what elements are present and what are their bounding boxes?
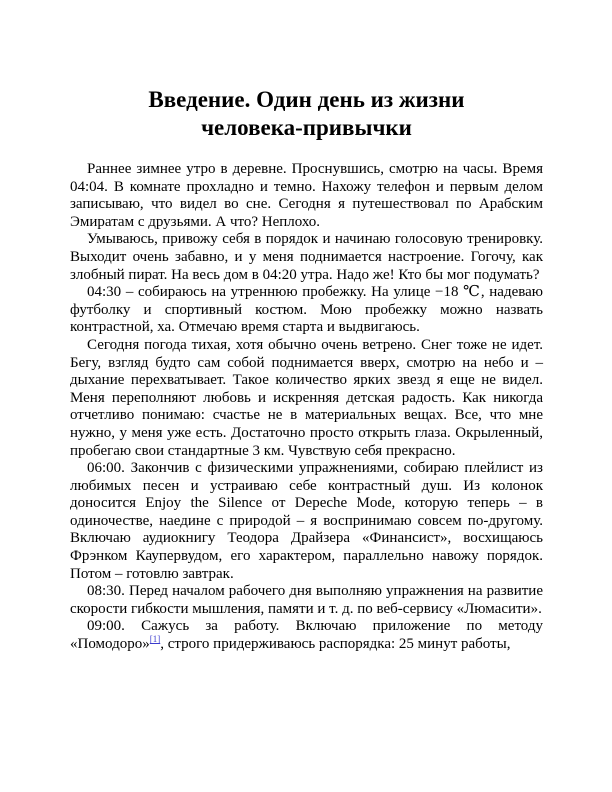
paragraph-run-experience: Сегодня погода тихая, хотя обычно очень ветрено. Снег тоже не идет. Бегу, взгляд будто сам собой поднимается вверх, смотрю на небо и – дыхание перехватывает. Такое количество ярких звезд я еще не видел. Меня переполняют любовь и искренняя детская радость. Как никогда отчетливо понимаю: счастье не в материальных вещах. Все, что мне нужно, у меня уже есть. Достаточно просто открыть глаза. Окрыленный, пробегаю свои стандартные 3 км. Чувствую себя прекрасно. (70, 336, 543, 459)
footnote-superscript (150, 634, 161, 644)
paragraph-brain-exercises: 08:30. Перед началом рабочего дня выполняю упражнения на развитие скорости гибкости мышления, памяти и т. д. по веб-сервису «Люмасити». (70, 583, 543, 617)
paragraph-shower-music: 06:00. Закончив с физическими упражнениями, собираю плейлист из любимых песен и устраиваю себе контрастный душ. Из колонок доносится Enjoy the Silence от Depeche Mode, которую теперь – в одиночестве, наедине с природой – я воспринимаю совсем по-другому. Включаю аудиокнигу Теодора Драйзера «Финансист», восхищаюсь Фрэнком Каупервудом, его характером, параллельно навожу порядок. Потом – готовлю завтрак. (70, 460, 543, 582)
chapter-title (70, 86, 543, 142)
chapter-title-line-2: человека-привычки (201, 115, 412, 140)
page-content (70, 0, 543, 654)
paragraph-voice-training: Умываюсь, привожу себя в порядок и начинаю голосовую тренировку. Выходит очень забавно, и у меня поднимается настроение. Гогочу, как злобный пират. На весь дом в 04:20 утра. Надо же! Кто бы мог подумать? (70, 231, 543, 283)
chapter-title-line-1: Введение. Один день из жизни (148, 87, 465, 112)
paragraph-pomodoro-continuation: , строго придерживаюсь распорядка: 25 минут работы, (160, 636, 511, 653)
paragraph-morning-wakeup: Раннее зимнее утро в деревне. Проснувшись, смотрю на часы. Время 04:04. В комнате прохладно и темно. Нахожу телефон и первым делом записываю, что видел во сне. Сегодня я путешествовал по Арабским Эмиратам с друзьями. А что? Неплохо. (70, 161, 543, 230)
paragraph-pomodoro (70, 618, 543, 653)
paragraph-pomodoro-text: 09:00. Сажусь за работу. Включаю приложение по методу «Помодоро» (70, 618, 543, 653)
footnote-1-link[interactable]: [1] (149, 634, 161, 645)
paragraph-morning-run-prep: 04:30 – собираюсь на утреннюю пробежку. На улице −18 ℃, надеваю футболку и спортивный костюм. Мою пробежку можно назвать контрастной, ха. Отмечаю время старта и выдвигаюсь. (70, 284, 543, 336)
